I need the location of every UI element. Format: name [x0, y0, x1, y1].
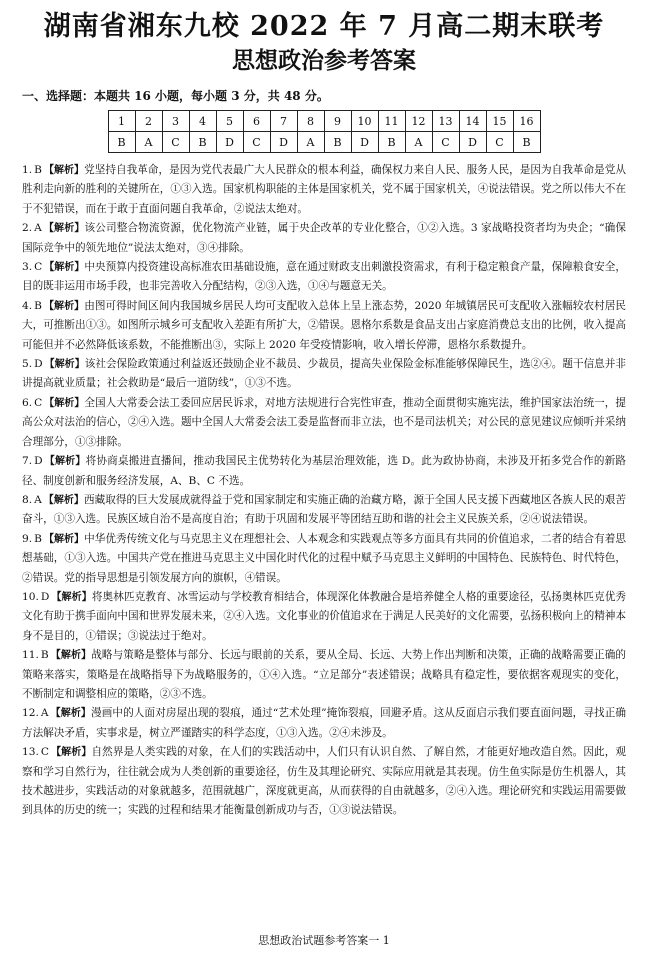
question-explanation [22, 161, 626, 219]
question-number: 6. [22, 396, 33, 409]
answer-table [108, 110, 541, 153]
question-explanation [22, 394, 626, 452]
question-answer: B [34, 164, 42, 176]
analysis-tag: 【解析】 [51, 591, 92, 603]
answer-table-number-row [108, 111, 540, 132]
question-number: 4. [22, 299, 33, 312]
analysis-tag: 【解析】 [43, 223, 85, 235]
question-number: 8. [22, 493, 33, 506]
analysis-tag: 【解析】 [50, 650, 92, 662]
question-number: 7. [22, 455, 33, 468]
answer-cell: D [459, 132, 486, 153]
answer-cell: B [108, 132, 135, 153]
analysis-text: 西藏取得的巨大发展成就得益于党和国家制定和实施正确的治藏方略，源于全国人民支援下西藏地区各族人民的艰苦奋斗，①③入选。民族区域自治不是高度自治；有助于巩固和发展平等团结互助和谐的社会主义民族关系，②④说法错误。 [22, 493, 627, 526]
analysis-text: 由图可得时间区间内我国城乡居民人均可支配收入总体上呈上涨态势，2020 年城镇居民可支配收入涨幅较农村居民大，可推断出①③。如图所示城乡可支配收入差距有所扩大，②错误。恩格尔系数是食品支出占家庭消费总支出的比例，收入提高可能但并不必然降低该系数，不能推断出③，实际上 2020 年受疫情影响，收入增长停滞，恩格尔系数提升。 [22, 299, 626, 351]
question-answer: B [34, 532, 42, 545]
answer-cell: C [432, 132, 459, 153]
question-number-cell: 15 [486, 111, 513, 132]
question-number: 11. [22, 649, 39, 662]
question-number-cell: 8 [297, 111, 324, 132]
question-explanation [22, 452, 626, 491]
question-number-cell: 2 [135, 111, 162, 132]
analysis-tag: 【解析】 [43, 300, 85, 312]
question-answer: C [34, 261, 43, 274]
question-explanation [22, 355, 626, 394]
question-answer: A [34, 493, 42, 506]
question-number-cell: 10 [351, 111, 378, 132]
question-explanations [22, 161, 626, 821]
question-number-cell: 13 [432, 111, 459, 132]
question-answer: C [34, 396, 43, 409]
analysis-tag: 【解析】 [44, 397, 85, 409]
question-answer: B [34, 299, 42, 312]
answer-cell: C [243, 132, 270, 153]
question-number: 12. [22, 707, 39, 720]
question-number: 3. [22, 261, 33, 274]
analysis-text: 中华优秀传统文化与马克思主义在理想社会、人本观念和实践观点等多方面具有共同的价值追求，二者的结合有着思想基础，①③入选。中国共产党在推进马克思主义中国化时代化的过程中赋予马克思主义鲜明的中国特色、民族特色、时代特色，②错误。党的指导思想是引领发展方向的旗帜，④错误。 [22, 532, 627, 584]
question-explanation [22, 646, 626, 704]
question-number-cell: 9 [324, 111, 351, 132]
question-number: 10. [22, 590, 39, 603]
answer-cell: B [189, 132, 216, 153]
question-answer: A [40, 707, 49, 720]
analysis-text: 全国人大常委会法工委回应居民诉求，对地方法规进行合宪性审查，推动全面贯彻实施宪法，维护国家法治统一，提高公众对法治的信心，②④入选。题中全国人大常委会法工委是监督而非立法，也不是司法机关；对公民的意见建议应倾听并采纳合理部分，①③排除。 [22, 396, 626, 448]
question-number: 1. [22, 164, 33, 176]
section-heading: 一、选择题：本题共 16 小题，每小题 3 分，共 48 分。 [22, 89, 329, 103]
question-number-cell: 5 [216, 111, 243, 132]
analysis-tag: 【解析】 [50, 708, 92, 720]
answer-cell: D [351, 132, 378, 153]
question-number-cell: 4 [189, 111, 216, 132]
question-explanation [22, 258, 626, 297]
analysis-tag: 【解析】 [43, 533, 85, 545]
analysis-text: 中央预算内投资建设高标准农田基础设施，意在通过财政支出刺激投资需求，有利于稳定粮食产量，保障粮食安全，目的既非运用市场手段，也非完善收入分配结构，②③入选，①④与题意无关。 [22, 261, 626, 293]
question-explanation [22, 219, 626, 258]
question-explanation [22, 530, 626, 588]
question-number: 2. [22, 222, 33, 235]
answer-cell: B [324, 132, 351, 153]
question-answer: C [40, 746, 49, 759]
question-answer: D [40, 590, 50, 603]
question-number: 9. [22, 532, 33, 545]
answer-cell: A [297, 132, 324, 153]
analysis-text: 该社会保险政策通过利益返还鼓励企业不裁员、少裁员，提高失业保险金标准能够保障民生，选②④。题干信息并非讲提高就业质量；社会救助是“最后一道防线”，①③不选。 [22, 358, 627, 390]
answer-cell: D [270, 132, 297, 153]
answer-cell: D [216, 132, 243, 153]
analysis-tag: 【解析】 [44, 456, 86, 468]
answer-key-page [0, 10, 648, 956]
question-number-cell: 6 [243, 111, 270, 132]
page-subtitle: 思想政治参考答案 [232, 47, 416, 74]
analysis-tag: 【解析】 [43, 165, 85, 176]
question-number-cell: 12 [405, 111, 432, 132]
analysis-text: 战略与策略是整体与部分、长远与眼前的关系，要从全局、长远、大势上作出判断和决策，正确的战略需要正确的策略来落实，策略是在战略指导下为战略服务的，①④入选。“立足部分”表述错误；战略具有稳定性，要依据客观现实的变化，不断制定和调整相应的策略，②③不选。 [22, 649, 627, 700]
page-title: 湖南省湘东九校 2022 年 7 月高二期末联考 [43, 11, 605, 42]
answer-cell: B [513, 132, 540, 153]
question-number-cell: 3 [162, 111, 189, 132]
analysis-text: 自然界是人类实践的对象，在人们的实践活动中，人们只有认识自然、了解自然，才能更好地改造自然。因此，观察和学习自然行为，往往就会成为人类创新的重要途径，仿生及其理论研究、实际应用就是其表现。仿生鱼实际是仿生机器人，其技术越进步，实践活动的对象就越多，范围就越广，深度就更高，从而获得的自由就越多，②④入选。理论研究和实践运用需要做到具体的历史的统一；实践的过程和结果才能衡量创新成功与否，①③说法错误。 [22, 746, 627, 817]
answer-cell: C [162, 132, 189, 153]
question-explanation [22, 743, 626, 821]
question-explanation [22, 704, 626, 743]
question-number-cell: 1 [108, 111, 135, 132]
analysis-tag: 【解析】 [44, 262, 85, 274]
question-explanation [22, 491, 626, 530]
answer-cell: A [135, 132, 162, 153]
answer-cell: C [486, 132, 513, 153]
analysis-tag: 【解析】 [43, 494, 84, 506]
question-answer: B [40, 649, 49, 662]
question-answer: D [34, 455, 43, 468]
question-explanation [22, 588, 626, 646]
analysis-text: 该公司整合物流资源，优化物流产业链，属于央企改革的专业化整合，①②入选。3 家战略投资者均为央企；“确保国际竞争中的领先地位”说法太绝对，③④排除。 [22, 222, 627, 254]
analysis-text: 将奥林匹克教育、冰雪运动与学校教育相结合，体现深化体教融合是培养健全人格的重要途径，弘扬奥林匹克优秀文化有助于携手面向中国和世界发展未来，②④入选。文化事业的价值追求在于满足人民美好的文化需要，弘扬积极向上的精神本身不是目的，①错误；③说法过于绝对。 [22, 590, 627, 642]
question-number: 13. [22, 746, 39, 759]
analysis-text: 将协商桌搬进直播间，推动我国民主优势转化为基层治理效能，选 D。此为政协协商，未涉及开拓多党合作的新路径、制度创新和服务经济发展，A、B、C 不选。 [22, 455, 627, 487]
question-explanation [22, 297, 626, 355]
analysis-text: 党坚持自我革命，是因为党代表最广大人民群众的根本利益，确保权力来自人民、服务人民，是因为自我革命是党从胜利走向新的胜利的关键所在，①③入选。国家机构职能的主体是国家机关，党不属于国家机关，④说法错误。党之所以伟大不在于不犯错误，而在于敢于直面问题自我革命，②说法太绝对。 [22, 164, 627, 215]
question-number: 5. [22, 358, 33, 371]
answer-cell: B [378, 132, 405, 153]
question-answer: D [34, 358, 43, 371]
page-footer: 思想政治试题参考答案一 1 [258, 934, 390, 947]
question-answer: A [34, 222, 42, 235]
analysis-text: 漫画中的人面对房屋出现的裂痕，通过“艺术处理”掩饰裂痕，回避矛盾。这从反面启示我们要直面问题，寻找正确方法解决矛盾，实事求是，树立严谨踏实的科学态度，①③入选。②④未涉及。 [22, 707, 627, 739]
question-number-cell: 7 [270, 111, 297, 132]
question-number-cell: 11 [378, 111, 405, 132]
answer-cell: A [405, 132, 432, 153]
question-number-cell: 14 [459, 111, 486, 132]
question-number-cell: 16 [513, 111, 540, 132]
analysis-tag: 【解析】 [50, 747, 92, 759]
answer-table-answer-row [108, 132, 540, 153]
analysis-tag: 【解析】 [44, 359, 85, 371]
